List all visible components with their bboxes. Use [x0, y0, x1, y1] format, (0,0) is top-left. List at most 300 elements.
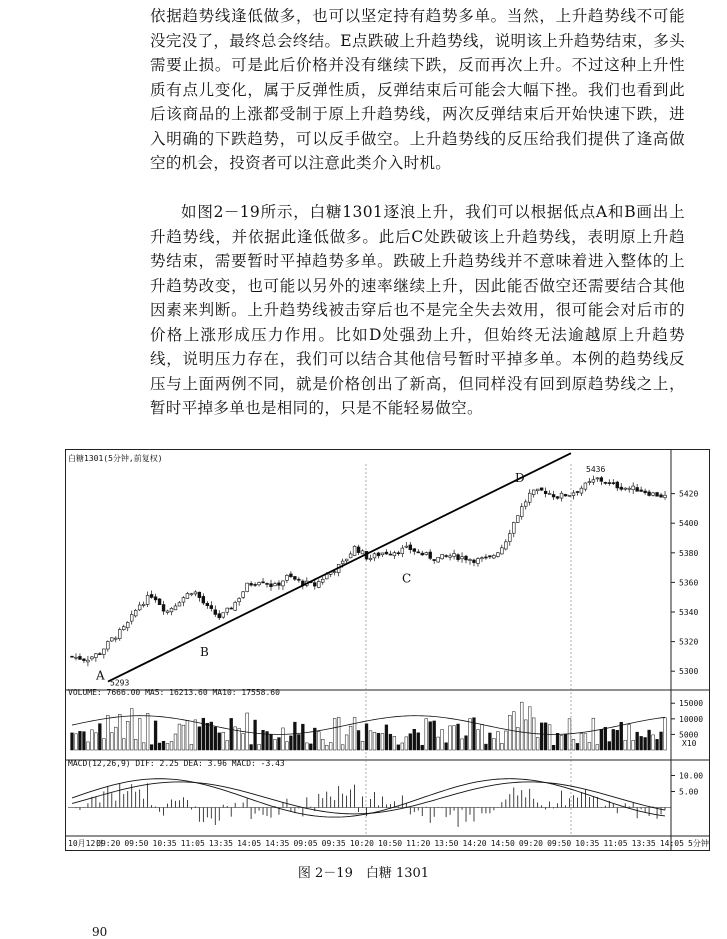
- volume-bar: [290, 736, 293, 750]
- candle-body: [425, 553, 428, 555]
- volume-bar: [110, 733, 113, 750]
- candle-body: [170, 608, 173, 611]
- volume-bar: [242, 734, 245, 750]
- volume-bar: [210, 722, 213, 750]
- volume-bar: [524, 720, 527, 750]
- candle-body: [485, 557, 488, 558]
- macd-dea-line: [72, 782, 665, 814]
- candle-body: [624, 488, 627, 489]
- candle-body: [584, 483, 587, 489]
- volume-bar: [122, 739, 125, 750]
- volume-bar: [540, 723, 543, 750]
- volume-bar: [102, 739, 105, 750]
- volume-ma-line: [72, 716, 665, 735]
- candle-body: [496, 553, 499, 557]
- candle-body: [361, 551, 364, 554]
- candle-body: [190, 594, 193, 595]
- candle-body: [648, 492, 651, 496]
- volume-bar: [656, 739, 659, 750]
- candle-body: [238, 598, 241, 601]
- candle-body: [373, 554, 376, 558]
- candle-body: [592, 480, 595, 482]
- price-tick-label: 5400: [679, 519, 699, 529]
- volume-bar: [660, 732, 663, 750]
- time-axis-label: 5分钟: [688, 839, 709, 848]
- volume-bar: [238, 729, 241, 750]
- volume-bar: [413, 729, 416, 750]
- page-number: 90: [92, 925, 108, 939]
- candle-body: [413, 549, 416, 552]
- time-axis-label: 10:50: [378, 839, 403, 848]
- high-value-label: 5436: [586, 464, 606, 474]
- volume-bar: [309, 744, 312, 750]
- time-axis-label: 09:20: [96, 839, 121, 848]
- volume-bar: [620, 722, 623, 750]
- volume-bar: [166, 744, 169, 750]
- candle-body: [297, 579, 300, 580]
- candle-body: [524, 502, 527, 506]
- candle-body: [453, 554, 456, 557]
- candle-body: [532, 490, 535, 495]
- volume-bar: [592, 718, 595, 750]
- candle-body: [286, 575, 289, 580]
- candle-body: [210, 606, 213, 609]
- candle-body: [572, 493, 575, 496]
- price-tick-label: 5420: [679, 489, 699, 499]
- candle-body: [158, 599, 161, 605]
- volume-bar: [274, 739, 277, 750]
- volume-tick-label: 10000: [679, 714, 704, 724]
- candle-body: [87, 660, 90, 662]
- time-axis-label: 10:35: [152, 839, 177, 848]
- volume-bar: [496, 732, 499, 750]
- paragraph-1: 依据趋势线逢低做多，也可以坚定持有趋势多单。当然，上升趋势线不可能没完没了，最终总会终结。E点跌破上升趋势线，说明该上升趋势结束，多头需要止损。可是此后价格并没有继续下跌，反而再次上升。不过这种上升性质有点儿变化，属于反弹性质，反弹结束后可能会大幅下挫。我们也看到此后该商品的上涨都受制于原上升趋势线，两次反弹结束后开始快速下跌，进入明确的下跌趋势，可以反手做空。上升趋势线的反压给我们提供了逢高做空的机会，投资者可以注意此类介入时机。: [150, 7, 685, 172]
- volume-bar: [301, 724, 304, 750]
- candle-body: [504, 542, 507, 549]
- macd-tick-label: 5.00: [679, 787, 699, 797]
- volume-bar: [75, 734, 78, 750]
- volume-bar: [114, 727, 117, 750]
- price-tick-label: 5340: [679, 608, 699, 617]
- time-axis-label: 09:50: [547, 839, 572, 848]
- candle-body: [146, 595, 149, 604]
- candle-body: [353, 546, 356, 555]
- price-tick-label: 5380: [679, 548, 699, 558]
- volume-bar: [381, 734, 384, 750]
- candle-body: [588, 482, 591, 483]
- volume-bar: [500, 743, 503, 750]
- volume-bar: [584, 734, 587, 750]
- candle-body: [437, 557, 440, 562]
- volume-bar: [365, 724, 368, 750]
- volume-bar: [433, 721, 436, 750]
- candle-body: [122, 627, 125, 630]
- time-axis-label: 10:35: [575, 839, 600, 848]
- volume-bar: [548, 725, 551, 750]
- candle-body: [91, 657, 94, 659]
- volume-bar: [520, 702, 523, 750]
- volume-bar: [580, 733, 583, 750]
- candle-body: [616, 482, 619, 488]
- volume-bar: [349, 726, 352, 750]
- volume-bar: [297, 735, 300, 750]
- candle-body: [516, 516, 519, 523]
- volume-bar: [278, 738, 281, 750]
- candle-body: [556, 497, 559, 499]
- time-axis-label: 14:20: [462, 839, 487, 848]
- candle-body: [349, 554, 352, 558]
- candle-body: [75, 657, 78, 658]
- candle-body: [154, 597, 157, 600]
- candle-body: [266, 583, 269, 584]
- volume-bar: [71, 733, 74, 750]
- candle-body: [142, 604, 145, 605]
- volume-bar: [445, 743, 448, 750]
- volume-bar: [293, 722, 296, 750]
- volume-bar: [222, 732, 225, 750]
- volume-bar: [640, 736, 643, 750]
- volume-bar: [270, 735, 273, 750]
- time-axis-label: 10:20: [349, 839, 374, 848]
- candle-body: [317, 581, 320, 587]
- candle-body: [341, 561, 344, 563]
- candle-body: [226, 608, 229, 612]
- candle-body: [369, 558, 372, 559]
- macd-tick-label: 10.00: [679, 771, 704, 781]
- volume-bar: [516, 727, 519, 750]
- volume-bar: [353, 717, 356, 750]
- volume-bar: [154, 721, 157, 750]
- volume-bar: [369, 731, 372, 750]
- candle-body: [274, 584, 277, 586]
- candle-body: [194, 592, 197, 594]
- point-label-d: D: [515, 471, 525, 486]
- volume-bar: [130, 709, 133, 750]
- volume-bar: [194, 720, 197, 750]
- volume-bar: [83, 732, 86, 750]
- candle-body: [461, 557, 464, 559]
- time-axis-label: 14:50: [490, 839, 515, 848]
- candle-body: [580, 488, 583, 493]
- volume-bar: [317, 732, 320, 750]
- macd-dif-line: [72, 779, 665, 817]
- candle-body: [469, 559, 472, 560]
- volume-bar: [333, 718, 336, 750]
- candle-body: [449, 556, 452, 557]
- candle-body: [656, 493, 659, 497]
- volume-panel-title: VOLUME: 7666.00 MA5: 16213.60 MA10: 17558.60: [68, 688, 280, 697]
- volume-bar: [568, 719, 571, 750]
- volume-bar: [628, 725, 631, 750]
- paragraph-2: 如图2－19所示，白糖1301逐浪上升，我们可以根据低点A和B画出上升趋势线，并依据此逢低做多。此后C处跌破该上升趋势线，表明原上升趋势结束，需要暂时平掉趋势多单。跌破上升趋势线并不意味着进入整体的上升趋势改变，也可能以另外的速率继续上升，因此能否做空还需要结合其他因素来判断。上升趋势线被击穿后也不是完全失去效用，很可能会对后市的价格上涨形成压力作用。比如D处强劲上升，但始终无法逾越原上升趋势线，说明压力存在，我们可以结合其他信号暂时平掉多单。本例的趋势线反压与上面两例不同，就是价格创出了新高，但同样没有回到原趋势线之上，暂时平掉多单也是相同的，只是不能轻易做空。: [150, 203, 685, 417]
- volume-bar: [373, 732, 376, 750]
- candle-body: [421, 553, 424, 555]
- volume-bar: [250, 745, 253, 750]
- candle-body: [664, 495, 667, 497]
- volume-bar: [596, 745, 599, 750]
- volume-tick-label: 15000: [679, 699, 704, 709]
- figure-caption: 图 2－19 白糖 1301: [297, 866, 430, 881]
- candle-body: [345, 559, 348, 561]
- volume-bar: [425, 719, 428, 750]
- candle-body: [218, 614, 221, 618]
- volume-bar: [453, 726, 456, 750]
- candle-body: [198, 592, 201, 597]
- volume-bar: [648, 730, 651, 750]
- time-axis-label: 09:05: [293, 839, 318, 848]
- volume-bar: [254, 720, 257, 750]
- volume-bar: [556, 733, 559, 750]
- candle-body: [278, 583, 281, 585]
- volume-bar: [441, 729, 444, 750]
- time-axis-label: 11:05: [180, 839, 205, 848]
- volume-bar: [146, 713, 149, 750]
- volume-bar: [305, 743, 308, 750]
- candlestick-chart: [65, 449, 710, 851]
- volume-bar: [389, 734, 392, 750]
- candle-body: [500, 548, 503, 554]
- volume-bar: [544, 723, 547, 750]
- candle-body: [258, 582, 261, 584]
- volume-bar: [94, 733, 97, 750]
- candle-body: [178, 603, 181, 606]
- candle-body: [393, 553, 396, 556]
- time-axis-label: 13:50: [434, 839, 459, 848]
- candle-body: [660, 495, 663, 497]
- candle-body: [636, 488, 639, 492]
- volume-bar: [477, 730, 480, 750]
- volume-bar: [329, 743, 332, 750]
- time-axis-label: 14:35: [265, 839, 290, 848]
- volume-bar: [286, 742, 289, 750]
- volume-bar: [608, 742, 611, 750]
- time-axis-label: 09:35: [321, 839, 346, 848]
- candle-body: [536, 489, 539, 491]
- candle-body: [234, 602, 237, 610]
- time-axis-label: 10月12日: [68, 839, 104, 848]
- time-axis-label: 14:05: [659, 839, 684, 848]
- volume-bar: [536, 737, 539, 750]
- volume-bar: [162, 741, 165, 750]
- candle-body: [632, 486, 635, 490]
- time-axis-label: 11:20: [406, 839, 431, 848]
- volume-bar: [98, 724, 101, 750]
- candle-body: [409, 545, 412, 550]
- volume-bar: [572, 739, 575, 750]
- candle-body: [357, 547, 360, 553]
- candle-body: [162, 605, 165, 612]
- volume-bar: [106, 715, 109, 750]
- volume-bar: [449, 726, 452, 750]
- price-panel-title: 白糖1301(5分钟,前复权): [68, 454, 163, 463]
- candle-body: [417, 552, 420, 553]
- volume-bar: [588, 743, 591, 750]
- volume-bar: [421, 745, 424, 750]
- volume-bar: [218, 733, 221, 750]
- volume-bar: [600, 729, 603, 750]
- time-axis-label: 09:50: [124, 839, 149, 848]
- volume-bar: [508, 715, 511, 750]
- candle-body: [477, 558, 480, 563]
- candle-body: [540, 488, 543, 490]
- volume-bar: [198, 727, 201, 750]
- volume-bar: [174, 734, 177, 750]
- candle-body: [596, 478, 599, 479]
- volume-bar: [632, 740, 635, 750]
- volume-bar: [357, 731, 360, 750]
- volume-bar: [576, 743, 579, 750]
- candle-body: [94, 654, 97, 658]
- volume-bar: [246, 713, 249, 750]
- volume-bar: [142, 743, 145, 750]
- volume-bar: [337, 717, 340, 750]
- volume-bar: [87, 742, 90, 750]
- volume-bar: [262, 730, 265, 750]
- candle-body: [473, 560, 476, 563]
- candle-body: [250, 583, 253, 585]
- candle-body: [230, 608, 233, 609]
- volume-bar: [138, 718, 141, 750]
- volume-bar: [377, 733, 380, 750]
- candle-body: [222, 613, 225, 617]
- candle-body: [652, 493, 655, 495]
- volume-bar: [214, 727, 217, 750]
- volume-bar: [481, 724, 484, 750]
- volume-bar: [485, 744, 488, 750]
- volume-bar: [560, 735, 563, 750]
- price-tick-label: 5320: [679, 637, 699, 647]
- time-axis-label: 13:35: [631, 839, 656, 848]
- candle-body: [126, 622, 129, 627]
- volume-bar: [182, 725, 185, 750]
- candle-body: [385, 552, 388, 554]
- volume-bar: [134, 739, 137, 750]
- candle-body: [254, 584, 257, 585]
- candle-body: [512, 522, 515, 533]
- volume-bar: [417, 733, 420, 750]
- candle-body: [321, 579, 324, 582]
- candle-body: [481, 558, 484, 559]
- volume-unit-label: X10: [682, 739, 697, 748]
- candle-body: [270, 584, 273, 587]
- volume-bar: [624, 740, 627, 750]
- candle-body: [290, 574, 293, 577]
- volume-bar: [409, 734, 412, 750]
- volume-bar: [178, 724, 181, 750]
- price-tick-label: 5300: [679, 667, 699, 677]
- candle-body: [102, 649, 105, 655]
- volume-bar: [325, 745, 328, 750]
- volume-bar: [226, 741, 229, 750]
- candle-body: [433, 559, 436, 560]
- volume-bar: [91, 730, 94, 750]
- candle-body: [489, 556, 492, 557]
- candle-body: [644, 491, 647, 493]
- candle-body: [405, 546, 408, 547]
- volume-bar: [118, 714, 121, 750]
- candle-body: [202, 596, 205, 603]
- candle-body: [242, 592, 245, 598]
- volume-bar: [230, 718, 233, 750]
- candle-body: [182, 598, 185, 602]
- point-label-a: A: [96, 668, 105, 683]
- candle-body: [377, 553, 380, 556]
- macd-panel-title: MACD(12,26,9) DIF: 2.25 DEA: 3.96 MACD: -3.43: [68, 759, 285, 768]
- candle-body: [445, 556, 448, 557]
- volume-bar: [345, 735, 348, 750]
- volume-bar: [429, 722, 432, 750]
- volume-bar: [612, 729, 615, 750]
- volume-bar: [492, 739, 495, 750]
- candle-body: [568, 495, 571, 496]
- time-axis-label: 13:35: [208, 839, 234, 848]
- volume-tick-label: 5000: [679, 730, 699, 740]
- candle-body: [282, 581, 285, 586]
- point-label-b: B: [200, 645, 209, 660]
- candle-body: [441, 554, 444, 558]
- volume-bar: [361, 741, 364, 750]
- candle-body: [214, 610, 217, 615]
- candle-body: [457, 555, 460, 560]
- candle-body: [262, 582, 265, 583]
- candle-body: [166, 611, 169, 612]
- volume-bar: [150, 745, 153, 750]
- volume-bar: [457, 724, 460, 750]
- candle-body: [608, 483, 611, 484]
- candle-body: [492, 555, 495, 558]
- volume-bar: [341, 745, 344, 750]
- candle-body: [548, 493, 551, 494]
- candle-body: [83, 659, 86, 661]
- time-axis-label: 14:05: [237, 839, 262, 848]
- candle-body: [544, 491, 547, 493]
- candle-body: [465, 556, 468, 560]
- candle-body: [98, 654, 101, 655]
- price-tick-label: 5360: [679, 578, 699, 588]
- volume-bar: [465, 736, 468, 750]
- candle-body: [110, 638, 113, 641]
- candle-body: [552, 494, 555, 497]
- volume-bar: [644, 737, 647, 750]
- candle-body: [246, 583, 249, 591]
- volume-bar: [126, 721, 129, 750]
- candle-body: [333, 572, 336, 573]
- candle-body: [206, 603, 209, 605]
- volume-bar: [636, 732, 639, 750]
- candle-body: [564, 494, 567, 496]
- volume-bar: [397, 745, 400, 750]
- volume-bar: [401, 743, 404, 750]
- volume-bar: [206, 723, 209, 750]
- candle-body: [620, 487, 623, 489]
- candle-body: [174, 606, 177, 610]
- candle-body: [130, 614, 133, 621]
- volume-bar: [202, 718, 205, 750]
- candle-body: [150, 595, 153, 598]
- time-axis-label: 09:20: [518, 839, 544, 848]
- candle-body: [600, 478, 603, 482]
- candle-body: [118, 630, 121, 639]
- volume-bar: [664, 718, 667, 750]
- candle-body: [381, 553, 384, 555]
- candle-body: [520, 507, 523, 517]
- candle-body: [106, 641, 109, 649]
- candle-body: [293, 576, 296, 579]
- volume-bar: [393, 736, 396, 750]
- chart-canvas: [66, 450, 709, 850]
- volume-bar: [504, 731, 507, 750]
- point-label-c: C: [402, 571, 412, 586]
